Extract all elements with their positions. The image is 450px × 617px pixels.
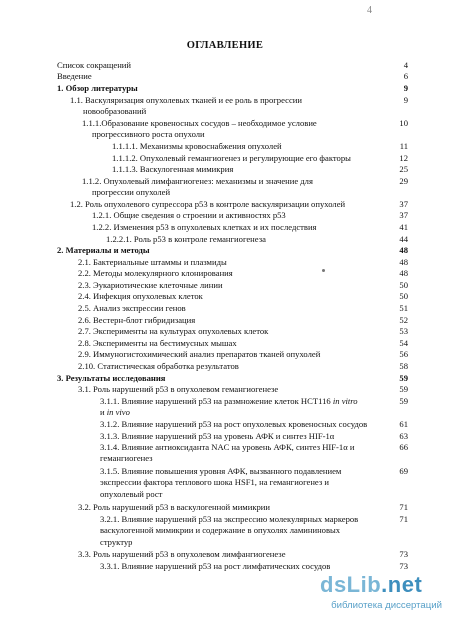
- toc-row: 2.1. Бактериальные штаммы и плазмиды 48: [78, 257, 408, 267]
- toc-row: опухолевый рост: [100, 489, 163, 499]
- toc-row: 3.3. Роль нарушений р53 в опухолевом лимфангиогенезе 73: [78, 549, 408, 559]
- toc-row: 3.2.1. Влияние нарушений р53 на экспрессию молекулярных маркеров 71: [100, 514, 408, 524]
- toc-row: гемангиогенез: [100, 453, 153, 463]
- toc-row: 2.6. Вестерн-блот гибридизация 52: [78, 315, 408, 325]
- toc-row: 1.1.1.1. Механизмы кровоснабжения опухолей 11: [112, 141, 408, 151]
- toc-row: 2.4. Инфекция опухолевых клеток 50: [78, 291, 408, 301]
- toc-row: 1.2.2. Изменения р53 в опухолевых клетках и их последствия 41: [92, 222, 408, 232]
- toc-row: 1.1.1.2. Опухолевый гемангиогенез и регулирующие его факторы 12: [112, 153, 408, 163]
- toc-row: 3.2. Роль нарушений р53 в васкулогенной мимикрии 71: [78, 502, 408, 512]
- toc-row: 1.2.1. Общие сведения о строении и активностях р53 37: [92, 210, 408, 220]
- toc-row: 3.1.4. Влияние антиоксиданта NAC на уровень АФК, синтез HIF-1α и 66: [100, 442, 408, 452]
- toc-row: 2.8. Эксперименты на бестимусных мышах 54: [78, 338, 408, 348]
- toc-row: прогрессии опухолей: [92, 187, 171, 197]
- watermark-subtitle: библиотека диссертаций: [331, 600, 442, 611]
- toc-row: и in vivo: [100, 407, 130, 417]
- toc-row: 1.2. Роль опухолевого супрессора р53 в контроле васкуляризации опухолей 37: [70, 199, 408, 209]
- toc-row: 2.10. Статистическая обработка результатов 58: [78, 361, 408, 371]
- toc-row: 1.1.1.3. Васкулогенная мимикрия 25: [112, 164, 408, 174]
- watermark-logo[interactable]: dsLib.net: [320, 572, 423, 597]
- toc-row: 2.3. Эукариотические клеточные линии 50: [78, 280, 408, 290]
- scan-speck: [322, 269, 325, 272]
- toc-row: 3.1.2. Влияние нарушений р53 на рост опухолевых кровеносных сосудов 61: [100, 419, 408, 429]
- toc-row: 3.3.1. Влияние нарушений р53 на рост лимфатических сосудов 73: [100, 561, 408, 571]
- toc-row: структур: [100, 537, 133, 547]
- toc-row: 3.1. Роль нарушений р53 в опухолевом гемангиогенезе 59: [78, 384, 408, 394]
- toc-row: 3.1.1. Влияние нарушений р53 на размножение клеток НСТ116 in vitro 59: [100, 396, 408, 406]
- watermark[interactable]: [292, 572, 442, 614]
- toc-row: 1.2.2.1. Роль р53 в контроле гемангиогенеза 44: [106, 234, 408, 244]
- toc-row: 3. Результаты исследования 59: [57, 373, 408, 383]
- toc-row: новообразований: [83, 106, 147, 116]
- toc-row: экспрессии фактора теплового шока HSF1, на гемангиогенез и: [100, 477, 329, 487]
- toc-row: 2.9. Иммуногистохимический анализ препаратов тканей опухолей 56: [78, 349, 408, 359]
- toc-row: 1.1. Васкуляризация опухолевых тканей и ее роль в прогрессии 9: [70, 95, 408, 105]
- page-title: ОГЛАВЛЕНИЕ: [186, 40, 264, 51]
- toc-row: Введение 6: [57, 71, 408, 81]
- toc-row: 2.5. Анализ экспрессии генов 51: [78, 303, 408, 313]
- toc-row: 1. Обзор литературы 9: [57, 83, 408, 93]
- toc-row: Список сокращений 4: [57, 60, 408, 70]
- toc-row: 1.1.1.Образование кровеносных сосудов – необходимое условие 10: [82, 118, 408, 128]
- toc-row: 2. Материалы и методы 48: [57, 245, 408, 255]
- toc-row: 1.1.2. Опухолевый лимфангиогенез: механизмы и значение для 29: [82, 176, 408, 186]
- toc-row: 3.1.3. Влияние нарушений р53 на уровень АФК и синтез HIF-1α 63: [100, 431, 408, 441]
- toc-row: 2.2. Методы молекулярного клонирования 48: [78, 268, 408, 278]
- page-stamp: 4: [367, 5, 372, 16]
- toc-row: васкулогенной мимикрии и содержание в опухолях ламининовых: [100, 525, 341, 535]
- toc-row: 3.1.5. Влияние повышения уровня АФК, вызванного подавлением 69: [100, 466, 408, 476]
- toc-row: 2.7. Эксперименты на культурах опухолевых клеток 53: [78, 326, 408, 336]
- toc-row: прогрессивного роста опухоли: [92, 129, 205, 139]
